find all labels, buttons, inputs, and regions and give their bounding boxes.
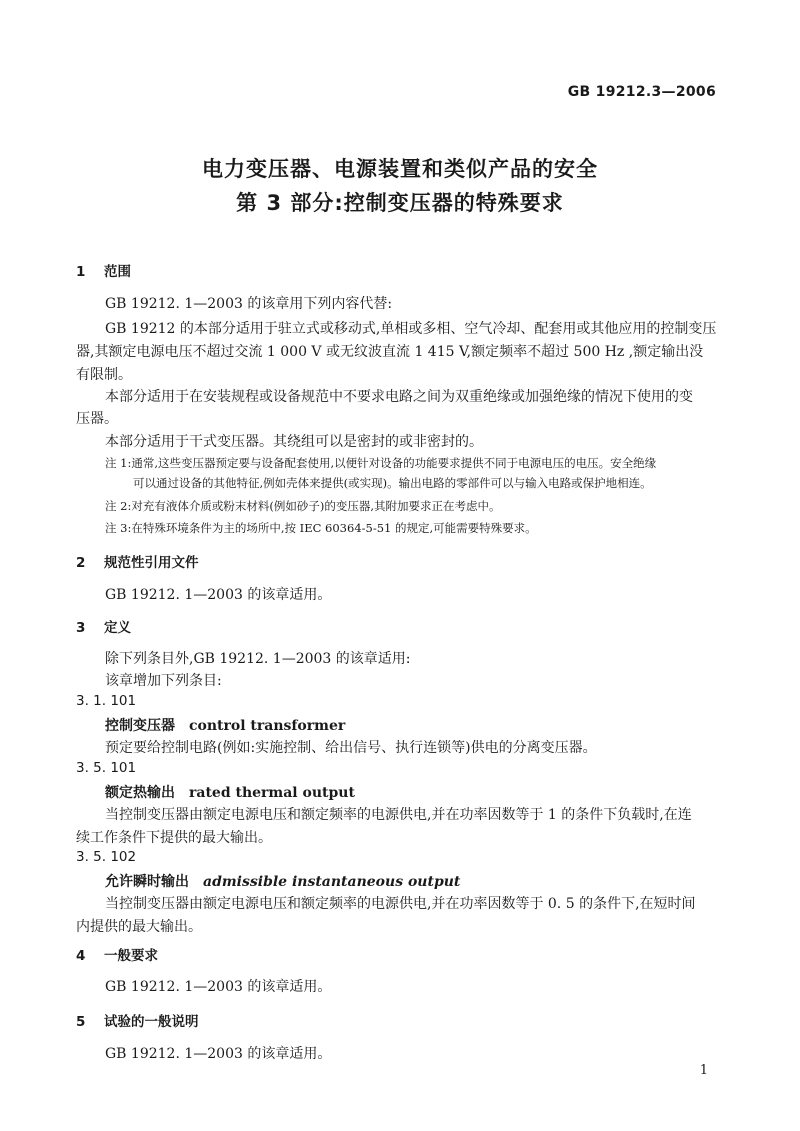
definition-line: 内提供的最大输出。 [76, 919, 202, 935]
note-3: 注 3:在特殊环境条件为主的场所中,按 IEC 60364-5-51 的规定,可能需要特殊要求。 [105, 521, 537, 535]
clause-number: 3. 5. 101 [76, 760, 137, 776]
section-title: 一般要求 [104, 948, 158, 964]
section-3-heading [76, 616, 131, 636]
section-number: 2 [76, 555, 86, 571]
section-title: 试验的一般说明 [104, 1014, 199, 1030]
term-english: admissible instantaneous output [203, 874, 461, 890]
section-title: 规范性引用文件 [104, 555, 199, 571]
definition: 当控制变压器由额定电源电压和额定频率的电源供电,并在功率因数等于 1 的条件下负载时,在连 [105, 807, 692, 823]
section-number: 5 [76, 1014, 86, 1030]
paragraph: GB 19212. 1—2003 的该章适用。 [105, 1046, 332, 1062]
paragraph: 该章增加下列条目: [105, 673, 222, 689]
definition: 当控制变压器由额定电源电压和额定频率的电源供电,并在功率因数等于 0. 5 的条件下,在短时间 [105, 896, 696, 912]
section-number: 3 [76, 620, 86, 636]
standard-code: GB 19212.3—2006 [567, 84, 716, 100]
section-5-heading [76, 1010, 199, 1030]
term-heading [105, 715, 345, 735]
paragraph-line: 有限制。 [76, 367, 132, 383]
term-english: control transformer [189, 718, 346, 734]
page-number: 1 [699, 1063, 708, 1078]
term-chinese: 额定热输出 [105, 785, 175, 801]
section-number: 1 [76, 264, 86, 280]
section-4-heading [76, 944, 158, 964]
paragraph: GB 19212. 1—2003 的该章用下列内容代替: [105, 296, 393, 312]
clause-number: 3. 1. 101 [76, 693, 137, 709]
term-english: rated thermal output [189, 785, 355, 801]
paragraph: 本部分适用于在安装规程或设备规范中不要求电路之间为双重绝缘或加强绝缘的情况下使用的变 [105, 389, 693, 405]
term-heading [105, 782, 355, 802]
paragraph-line: 器,其额定电源电压不超过交流 1 000 V 或无纹波直流 1 415 V,额定频率不超过 500 Hz ,额定输出没 [76, 344, 704, 360]
term-chinese: 允许瞬时输出 [105, 874, 189, 890]
section-2-heading [76, 551, 199, 571]
paragraph-line: 压器。 [76, 411, 118, 427]
paragraph: GB 19212. 1—2003 的该章适用。 [105, 587, 332, 603]
clause-number: 3. 5. 102 [76, 849, 137, 865]
note-1: 注 1:通常,这些变压器预定要与设备配套使用,以便针对设备的功能要求提供不同于电源电压的电压。安全绝缘 [105, 456, 657, 470]
section-title: 定义 [104, 620, 131, 636]
paragraph: GB 19212 的本部分适用于驻立式或移动式,单相或多相、空气冷却、配套用或其他应用的控制变压 [105, 321, 717, 337]
term-chinese: 控制变压器 [105, 718, 175, 734]
title-line-1: 电力变压器、电源装置和类似产品的安全 [202, 157, 598, 181]
section-title: 范围 [104, 264, 131, 280]
definition-line: 续工作条件下提供的最大输出。 [76, 830, 272, 846]
term-heading [105, 871, 460, 891]
section-1-heading [76, 260, 131, 280]
paragraph: 本部分适用于干式变压器。其绕组可以是密封的或非密封的。 [105, 434, 483, 450]
note-2: 注 2:对充有液体介质或粉末材料(例如砂子)的变压器,其附加要求正在考虑中。 [105, 499, 501, 513]
paragraph: GB 19212. 1—2003 的该章适用。 [105, 979, 332, 995]
title-line-2: 第 3 部分:控制变压器的特殊要求 [236, 191, 564, 215]
paragraph: 除下列条目外,GB 19212. 1—2003 的该章适用: [105, 651, 411, 667]
definition: 预定要给控制电路(例如:实施控制、给出信号、执行连锁等)供电的分离变压器。 [105, 740, 597, 756]
note-1-continued: 可以通过设备的其他特征,例如壳体来提供(或实现)。输出电路的零部件可以与输入电路或保护地相连。 [133, 476, 652, 490]
section-number: 4 [76, 948, 86, 964]
